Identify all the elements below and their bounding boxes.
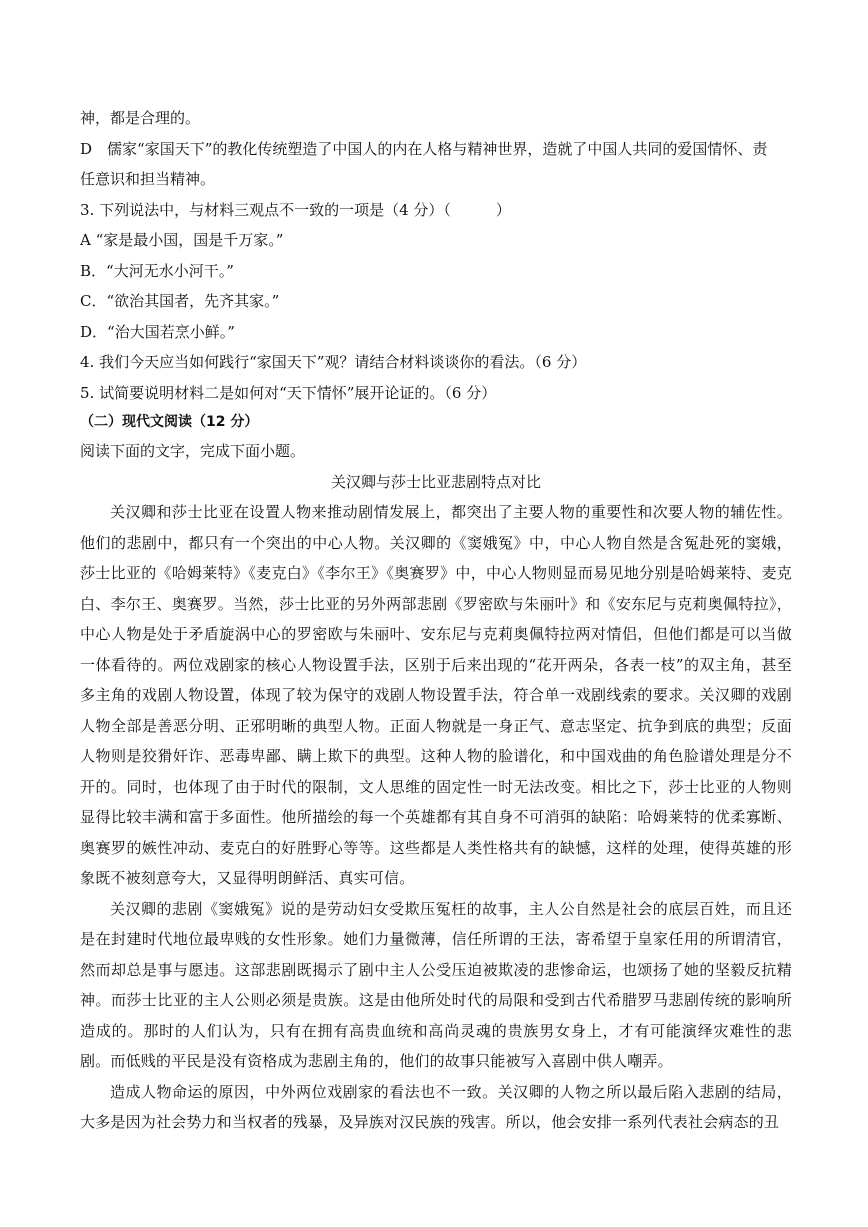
section-title: （二）现代文阅读（12 分） — [80, 414, 259, 430]
article-paragraph-2: 关汉卿的悲剧《窦娥冤》说的是劳动妇女受欺压冤枉的故事，主人公自然是社会的底层百姓，而且还是在封建时代地位最卑贱的女性形象。她们力量微薄，信任所谓的王法，寄希望于皇家任用的所谓清官，然而却总是事与愿违。这部悲剧既揭示了剧中主人公受压迫被欺凌的悲惨命运，也颂扬了她的坚毅反抗精神。而莎士比亚的主人公则必须是贵族。这是由他所处时代的局限和受到古代希腊罗马悲剧传统的影响所造成的。那时的人们认为，只有在拥有高贵血统和高尚灵魂的贵族男女身上，才有可能演绎灾难性的悲剧。而低贱的平民是没有资格成为悲剧主角的，他们的故事只能被写入喜剧中供人嘲弄。 — [80, 899, 792, 1070]
article-paragraph-3: 造成人物命运的原因，中外两位戏剧家的看法也不一致。关汉卿的人物之所以最后陷入悲剧的结局，大多是因为社会势力和当权者的残暴，及异族对汉民族的残害。所以，他会安排一系列代表社会病态的丑 — [80, 1082, 792, 1131]
question-3-option-a: A “家是最小国，国是千万家。” — [80, 231, 284, 249]
article-paragraph-1: 关汉卿和莎士比亚在设置人物来推动剧情发展上，都突出了主要人物的重要性和次要人物的辅佐性。他们的悲剧中，都只有一个突出的中心人物。关汉卿的《窦娥冤》中，中心人物自然是含冤赴死的窦娥，莎士比亚的《哈姆莱特》《麦克白》《李尔王》《奥赛罗》中，中心人物则显而易见地分别是哈姆莱特、麦克白、李尔王、奥赛罗。当然，莎士比亚的另外两部悲剧《罗密欧与朱丽叶》和《安东尼与克莉奥佩特拉》，中心人物是处于矛盾旋涡中心的罗密欧与朱丽叶、安东尼与克莉奥佩特拉两对情侣，但他们都是可以当做一体看待的。两位戏剧家的核心人物设置手法，区别于后来出现的“花开两朵，各表一枝”的双主角，甚至多主角的戏剧人物设置，体现了较为保守的戏剧人物设置手法，符合单一戏剧线索的要求。关汉卿的戏剧人物全部是善恶分明、正邪明晰的典型人物。正面人物就是一身正气、意志坚定、抗争到底的典型；反面人物则是狡猾奸诈、恶毒卑鄙、瞒上欺下的典型。这种人物的脸谱化，和中国戏曲的角色脸谱处理是分不开的。同时，也体现了由于时代的限制，文人思维的固定性一时无法改变。相比之下，莎士比亚的人物则显得比较丰满和富于多面性。他所描绘的每一个英雄都有其自身不可消弭的缺陷：哈姆莱特的优柔寡断、奥赛罗的嫉性冲动、麦克白的好胜野心等等。这些都是人类性格共有的缺憾，这样的处理，使得英雄的形象既不被刻意夸大，又显得明朗鲜活、真实可信。 — [80, 503, 792, 887]
question-3-option-d: D．“治大国若烹小鲜。” — [80, 322, 235, 341]
option-d-line-1: D 儒家“家国天下”的教化传统塑造了中国人的内在人格与精神世界，造就了中国人共同的爱国情怀、责 — [80, 139, 768, 158]
question-4: 4. 我们今天应当如何践行“家国天下”观？请结合材料谈谈你的看法。（6 分） — [80, 353, 587, 371]
reading-instruction: 阅读下面的文字，完成下面小题。 — [80, 442, 306, 460]
page-content — [80, 103, 792, 1138]
text-line-continuation: 神，都是合理的。 — [80, 109, 201, 127]
question-5: 5. 试简要说明材料二是如何对“天下情怀”展开论证的。（6 分） — [80, 383, 497, 402]
question-3-option-b: B．“大河无水小河干。” — [80, 261, 234, 280]
question-3-option-c: C．“欲治其国者，先齐其家。” — [80, 292, 280, 310]
option-d-line-2: 任意识和担当精神。 — [80, 170, 216, 188]
article-title: 关汉卿与莎士比亚悲剧特点对比 — [330, 472, 541, 491]
question-3: 3. 下列说法中，与材料三观点不一致的一项是（4 分）（ ） — [80, 200, 511, 219]
